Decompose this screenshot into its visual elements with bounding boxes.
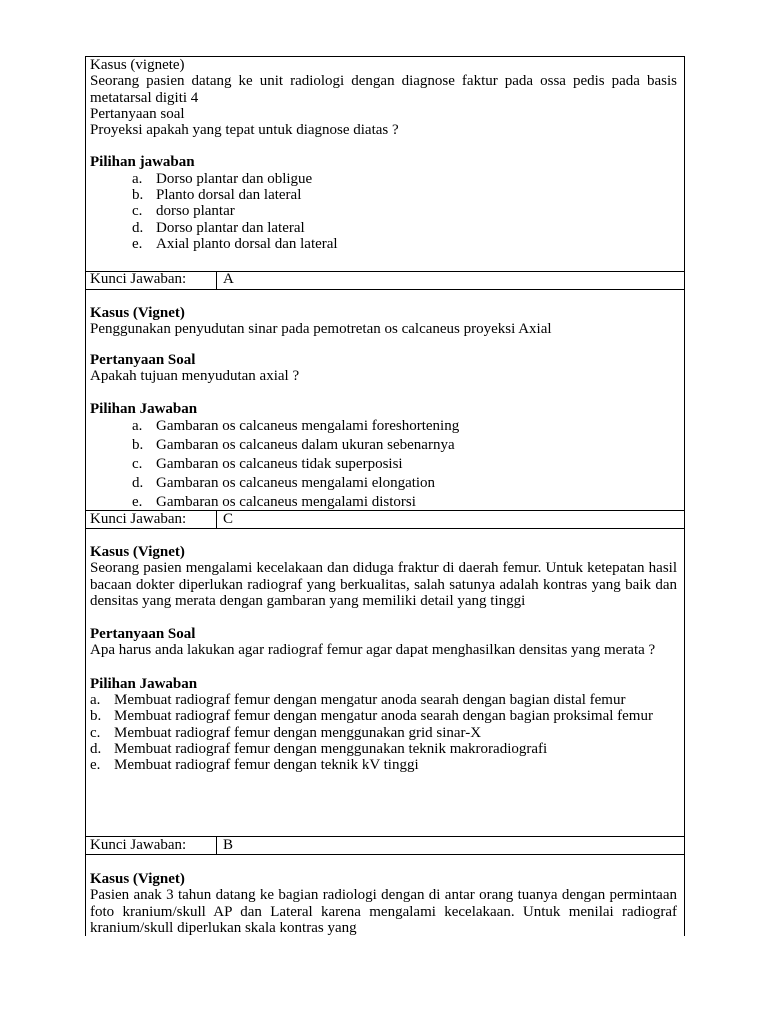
option-marker: b. bbox=[132, 187, 144, 204]
question-4-block bbox=[86, 871, 684, 936]
option-marker: a. bbox=[132, 418, 143, 435]
question-label: Pertanyaan Soal bbox=[90, 626, 196, 643]
answer-key-row bbox=[86, 271, 684, 289]
answer-key-label: Kunci Jawaban: bbox=[90, 271, 187, 287]
cell-divider bbox=[216, 271, 217, 289]
case-label: Kasus (Vignet) bbox=[90, 305, 185, 321]
options-list bbox=[90, 692, 677, 773]
question-text: Proyeksi apakah yang tepat untuk diagnose diatas ? bbox=[90, 122, 399, 139]
option-text: Gambaran os calcaneus dalam ukuran sebenarnya bbox=[156, 437, 455, 454]
option-text: Gambaran os calcaneus tidak superposisi bbox=[156, 456, 403, 473]
options-list bbox=[90, 171, 677, 252]
option-marker: e. bbox=[132, 493, 143, 510]
option-item bbox=[90, 171, 677, 187]
option-text: Gambaran os calcaneus mengalami foreshortening bbox=[156, 418, 460, 435]
answer-key-value: B bbox=[223, 837, 234, 853]
option-text: Membuat radiograf femur dengan mengatur anoda searah dengan bagian distal femur bbox=[114, 692, 626, 709]
option-item bbox=[90, 187, 677, 203]
option-item bbox=[90, 757, 677, 773]
option-text: dorso plantar bbox=[156, 203, 235, 220]
option-item bbox=[90, 417, 677, 436]
option-item bbox=[90, 220, 677, 236]
option-text: Membuat radiograf femur dengan teknik kV tinggi bbox=[114, 757, 419, 774]
answer-key-value: C bbox=[223, 511, 234, 527]
answer-key-label: Kunci Jawaban: bbox=[90, 837, 187, 853]
answer-key-row bbox=[86, 837, 684, 854]
question-label: Pertanyaan soal bbox=[90, 105, 185, 122]
option-marker: e. bbox=[132, 235, 143, 252]
option-marker: d. bbox=[90, 740, 102, 757]
options-label: Pilihan jawaban bbox=[90, 154, 195, 171]
options-label: Pilihan Jawaban bbox=[90, 401, 198, 418]
option-text: Planto dorsal dan lateral bbox=[156, 187, 302, 204]
case-label: Kasus (Vignet) bbox=[90, 871, 185, 887]
option-marker: b. bbox=[90, 708, 102, 725]
option-marker: c. bbox=[132, 456, 143, 473]
options-list bbox=[90, 417, 677, 511]
option-text: Membuat radiograf femur dengan menggunakan grid sinar-X bbox=[114, 724, 482, 741]
option-item bbox=[90, 474, 677, 493]
option-item bbox=[90, 741, 677, 757]
option-marker: d. bbox=[132, 474, 144, 491]
option-item bbox=[90, 236, 677, 252]
answer-key-value: A bbox=[223, 271, 234, 287]
option-item bbox=[90, 493, 677, 512]
question-label: Pertanyaan Soal bbox=[90, 351, 196, 368]
row-divider bbox=[86, 528, 684, 529]
option-marker: d. bbox=[132, 219, 144, 236]
option-item bbox=[90, 708, 677, 724]
options-label: Pilihan Jawaban bbox=[90, 675, 198, 692]
option-text: Gambaran os calcaneus mengalami distorsi bbox=[156, 493, 416, 510]
answer-key-label: Kunci Jawaban: bbox=[90, 511, 187, 527]
question-text: Apakah tujuan menyudutan axial ? bbox=[90, 367, 300, 384]
case-text: Seorang pasien datang ke unit radiologi dengan diagnose faktur pada ossa pedis pada basis metatarsal digiti 4 bbox=[90, 73, 677, 106]
option-marker: c. bbox=[132, 203, 143, 220]
option-text: Membuat radiograf femur dengan mengatur anoda searah dengan bagian proksimal femur bbox=[114, 708, 653, 725]
option-marker: e. bbox=[90, 757, 101, 774]
answer-key-row bbox=[86, 511, 684, 528]
question-table bbox=[85, 56, 685, 936]
option-text: Axial planto dorsal dan lateral bbox=[156, 235, 338, 252]
option-marker: a. bbox=[90, 692, 101, 709]
case-text: Seorang pasien mengalami kecelakaan dan diduga fraktur di daerah femur. Untuk ketepatan hasil bacaan dokter diperlukan radiograf yang berkualitas, salah satunya adalah kontras yang baik dan densitas yang merata dengan gambaran yang memiliki detail yang tinggi bbox=[90, 560, 677, 609]
case-label: Kasus (vignete) bbox=[90, 57, 185, 73]
question-3-block bbox=[86, 544, 684, 774]
cell-divider bbox=[216, 837, 217, 854]
option-item bbox=[90, 455, 677, 474]
question-1-block bbox=[86, 57, 684, 252]
case-text: Pasien anak 3 tahun datang ke bagian radiologi dengan di antar orang tuanya dengan permintaan foto kranium/skull AP dan Lateral karena mengalami kecelakaan. Untuk menilai radiograf kranium/skull diperlukan skala kontras yang bbox=[90, 887, 677, 936]
option-marker: c. bbox=[90, 724, 101, 741]
option-text: Dorso plantar dan lateral bbox=[156, 219, 305, 236]
option-text: Gambaran os calcaneus mengalami elongation bbox=[156, 474, 436, 491]
option-item bbox=[90, 436, 677, 455]
option-text: Dorso plantar dan obligue bbox=[156, 170, 313, 187]
option-item bbox=[90, 725, 677, 741]
row-divider bbox=[86, 289, 684, 290]
option-marker: b. bbox=[132, 437, 144, 454]
cell-divider bbox=[216, 511, 217, 528]
option-marker: a. bbox=[132, 170, 143, 187]
row-divider bbox=[86, 854, 684, 855]
case-text: Penggunakan penyudutan sinar pada pemotretan os calcaneus proyeksi Axial bbox=[90, 321, 552, 338]
option-item bbox=[90, 203, 677, 219]
option-item bbox=[90, 692, 677, 708]
option-text: Membuat radiograf femur dengan menggunakan teknik makroradiografi bbox=[114, 740, 548, 757]
question-2-block bbox=[86, 305, 684, 511]
case-label: Kasus (Vignet) bbox=[90, 544, 185, 560]
question-text: Apa harus anda lakukan agar radiograf femur agar dapat menghasilkan densitas yang merata ? bbox=[90, 642, 656, 659]
